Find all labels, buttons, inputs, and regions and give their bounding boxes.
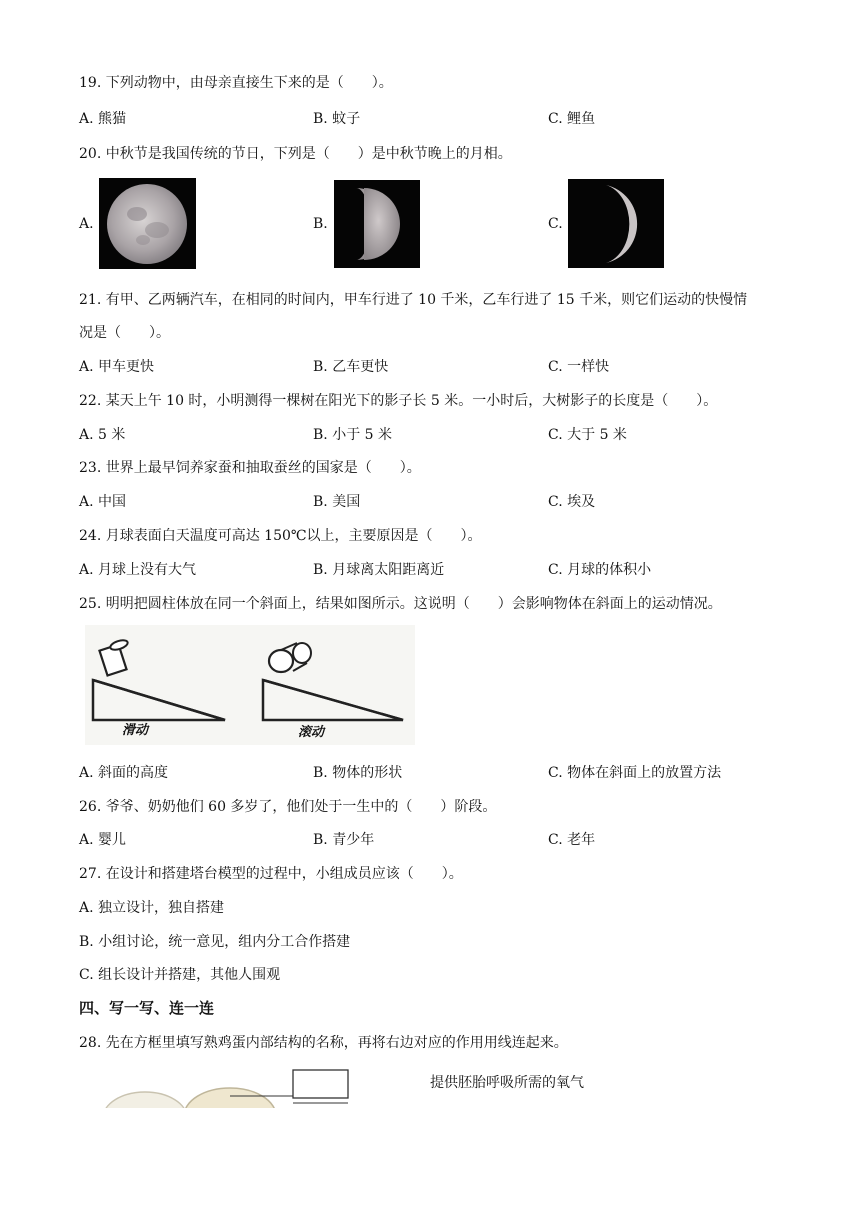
q27-stem: 27. 在设计和搭建塔台模型的过程中，小组成员应该（ ）。 [79, 866, 463, 882]
q20-stem: 20. 中秋节是我国传统的节日，下列是（ ）是中秋节晚上的月相。 [79, 146, 512, 162]
fig-label-sliding: 滑动 [122, 723, 149, 738]
half-moon-image [334, 180, 420, 268]
q27-option-a: A. 独立设计，独自搭建 [79, 900, 225, 916]
q21-stem-line1: 21. 有甲、乙两辆汽车，在相同的时间内，甲车行进了 10 千米，乙车行进了 15 千米，则它们运动的快慢情 [79, 292, 748, 308]
q23-stem: 23. 世界上最早饲养家蚕和抽取蚕丝的国家是（ ）。 [79, 460, 421, 476]
q23-option-a: A. 中国 [79, 494, 127, 510]
q22-option-b: B. 小于 5 米 [313, 427, 392, 443]
q25-option-c: C. 物体在斜面上的放置方法 [548, 765, 722, 781]
q24-option-b: B. 月球离太阳距离近 [313, 562, 445, 578]
q19-option-a: A. 熊猫 [79, 111, 127, 127]
q23-option-c: C. 埃及 [548, 494, 596, 510]
q23-option-b: B. 美国 [313, 494, 361, 510]
q24-stem: 24. 月球表面白天温度可高达 150℃以上，主要原因是（ ）。 [79, 528, 482, 544]
q28-stem: 28. 先在方框里填写熟鸡蛋内部结构的名称，再将右边对应的作用用线连起来。 [79, 1035, 568, 1051]
q21-option-a: A. 甲车更快 [79, 359, 155, 375]
q22-option-a: A. 5 米 [79, 427, 126, 443]
function-text: 提供胚胎呼吸所需的氧气 [430, 1075, 584, 1091]
q25-option-b: B. 物体的形状 [313, 765, 403, 781]
q21-option-b: B. 乙车更快 [313, 359, 389, 375]
egg-figure [100, 1068, 360, 1108]
q20-option-a: A. [79, 216, 94, 232]
fig-label-rolling: 滚动 [298, 725, 325, 740]
q26-stem: 26. 爷爷、奶奶他们 60 多岁了，他们处于一生中的（ ）阶段。 [79, 799, 497, 815]
q20-option-c: C. [548, 216, 563, 232]
q19-option-b: B. 蚊子 [313, 111, 361, 127]
q24-option-a: A. 月球上没有大气 [79, 562, 197, 578]
section-title: 四、写一写、连一连 [79, 999, 215, 1017]
q22-option-c: C. 大于 5 米 [548, 427, 627, 443]
q26-option-b: B. 青少年 [313, 832, 375, 848]
q22-stem: 22. 某天上午 10 时，小明测得一棵树在阳光下的影子长 5 米。一小时后，大树影子的长度是（ ）。 [79, 393, 718, 409]
q25-stem: 25. 明明把圆柱体放在同一个斜面上，结果如图所示。这说明（ ）会影响物体在斜面上的运动情况。 [79, 596, 722, 612]
q19-option-c: C. 鲤鱼 [548, 111, 596, 127]
q24-option-c: C. 月球的体积小 [548, 562, 652, 578]
q27-option-b: B. 小组讨论，统一意见，组内分工合作搭建 [79, 934, 351, 950]
q20-option-b: B. [313, 216, 328, 232]
q21-option-c: C. 一样快 [548, 359, 610, 375]
q26-option-a: A. 婴儿 [79, 832, 127, 848]
q21-stem-line2: 况是（ ）。 [79, 325, 170, 341]
q27-option-c: C. 组长设计并搭建，其他人围观 [79, 967, 281, 983]
full-moon-image [99, 178, 196, 269]
q19-stem: 19. 下列动物中，由母亲直接生下来的是（ ）。 [79, 75, 393, 91]
q25-option-a: A. 斜面的高度 [79, 765, 169, 781]
crescent-moon-image [568, 179, 664, 268]
q26-option-c: C. 老年 [548, 832, 596, 848]
